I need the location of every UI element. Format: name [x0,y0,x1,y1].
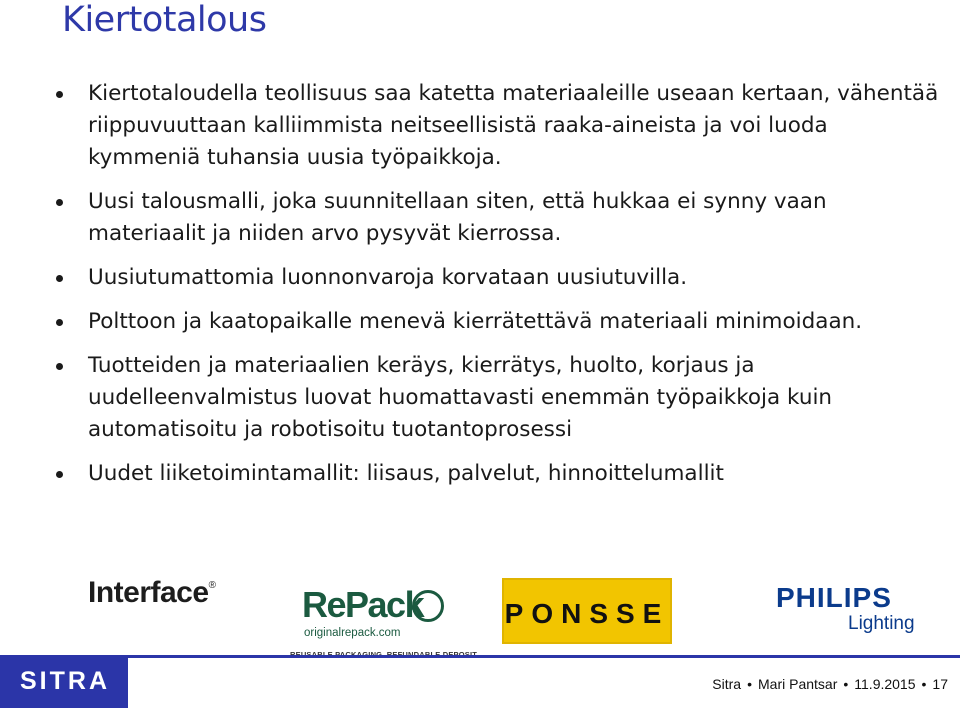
bullet-text: Uusiutumattomia luonnonvaroja korvataan uusiutuvilla. [88,265,688,290]
bullet-dot-icon [56,471,63,478]
bullet-text: Polttoon ja kaatopaikalle menevä kierrätettävä materiaali minimoidaan. [88,309,863,334]
bullet-item [56,458,946,490]
bullet-item [56,78,946,174]
repack-logo [290,584,450,664]
footer-author: Mari Pantsar [758,676,838,692]
footer-separator: • [747,676,752,692]
interface-logo [88,576,215,610]
ponsse-logo-text: PONSSE [504,598,670,629]
footer-separator: • [921,676,927,692]
slide-title: Kiertotalous [62,0,267,40]
slide-footer [712,676,948,692]
bullet-item [56,262,946,294]
registered-mark: ® [208,580,216,591]
footer-divider [128,655,960,658]
ponsse-logo [502,578,672,644]
sitra-logo-text: SITRA [20,667,110,695]
bullet-list [56,78,946,502]
bullet-dot-icon [56,275,63,282]
bullet-text: Uusi talousmalli, joka suunnitellaan siten, että hukkaa ei synny vaan materiaalit ja niiden arvo pysyvät kierrossa. [88,189,827,246]
footer-org: Sitra [712,676,742,692]
bullet-text: Kiertotaloudella teollisuus saa katetta materiaaleille useaan kertaan, vähentää riippuvuuttaan kalliimmista neitseellisistä raaka-aineista ja voi luoda kymmeniä tuhansia uusia työpaikkoja. [88,81,939,170]
bullet-item [56,350,946,446]
bullet-item [56,306,946,338]
bullet-text: Uudet liiketoimintamallit: liisaus, palvelut, hinnoittelumallit [88,461,724,486]
footer-separator: • [843,676,849,692]
philips-logo-text: PHILIPS [776,582,892,613]
footer-date: 11.9.2015 [854,676,916,692]
sitra-brand-box [0,655,128,708]
bullet-dot-icon [56,199,63,206]
bullet-item [56,186,946,250]
repack-url: originalrepack.com [304,627,401,639]
interface-logo-text: Interface [88,576,209,609]
repack-logo-text: RePack [302,584,424,625]
bullet-dot-icon [56,91,63,98]
page-number: 17 [932,676,948,692]
philips-logo [776,582,936,638]
bullet-dot-icon [56,319,63,326]
bullet-text: Tuotteiden ja materiaalien keräys, kierrätys, huolto, korjaus ja uudelleenvalmistus luovat huomattavasti enemmän työpaikkoja kuin automatisoitu ja robotisoitu tuotantoprosessi [88,353,833,442]
repack-circle-icon [412,590,444,622]
philips-lighting-text: Lighting [848,613,915,634]
bullet-dot-icon [56,363,63,370]
